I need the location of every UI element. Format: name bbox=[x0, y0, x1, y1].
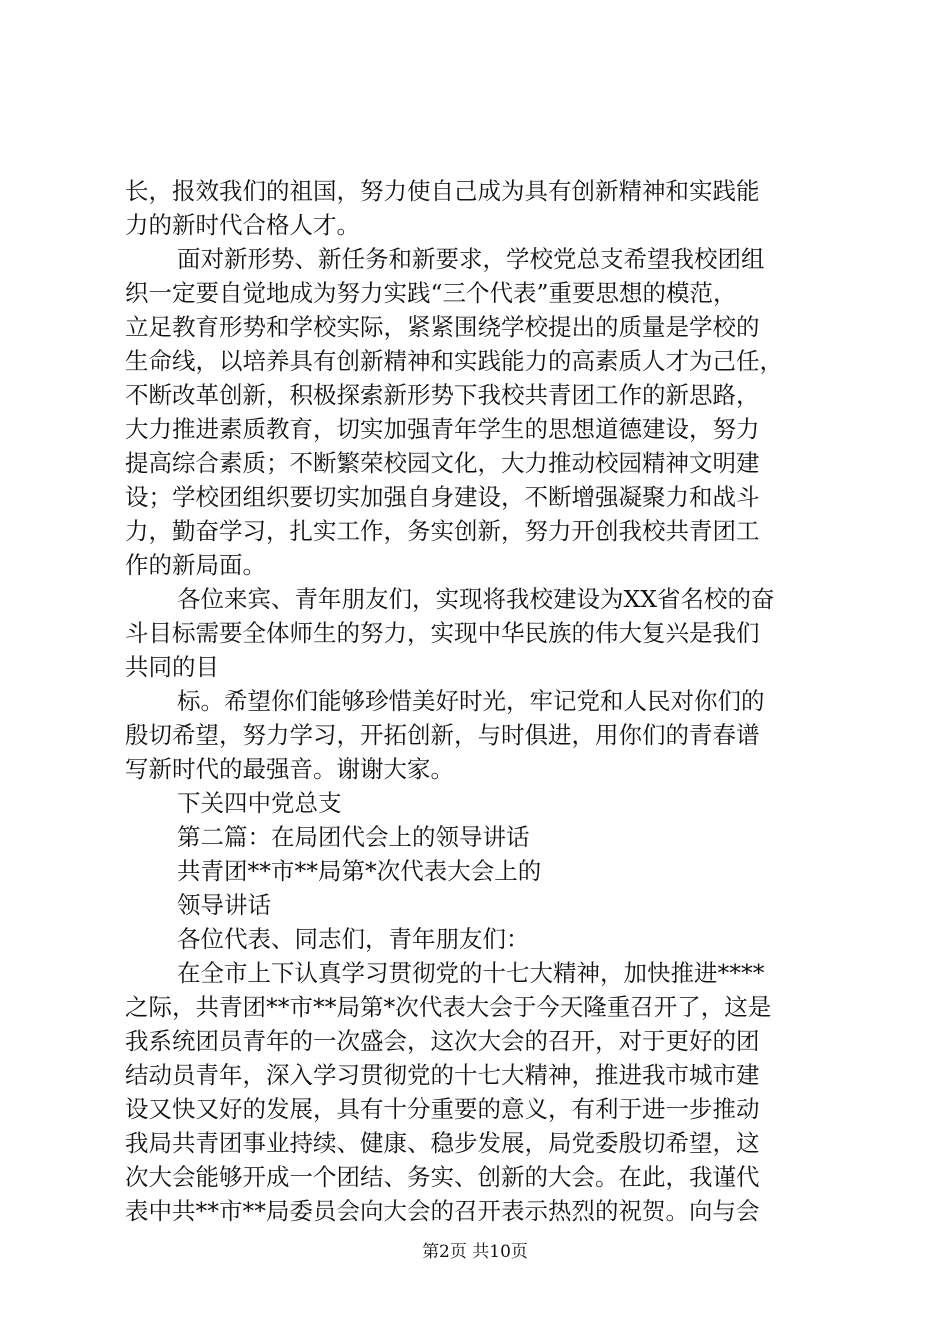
text-line: 提高综合素质；不断繁荣校园文化，大力推动校园精神文明建 bbox=[125, 449, 760, 477]
text-line: 殷切希望，努力学习，开拓创新，与时俱进，用你们的青春谱 bbox=[125, 721, 760, 749]
text-line: 大力推进素质教育，切实加强青年学生的思想道德建设，努力 bbox=[125, 415, 760, 443]
section-heading: 第二篇：在局团代会上的领导讲话 bbox=[177, 823, 530, 851]
text-line: 立足教育形势和学校实际，紧紧围绕学校提出的质量是学校的 bbox=[125, 313, 760, 341]
text-line: 之际，共青团**市**局第*次代表大会于今天隆重召开了，这是 bbox=[125, 993, 772, 1021]
page-footer: 第2页 共10页 bbox=[422, 1242, 528, 1262]
text-line: 我局共青团事业持续、健康、稳步发展，局党委殷切希望，这 bbox=[125, 1129, 760, 1157]
text-line: 各位代表、同志们，青年朋友们： bbox=[177, 925, 530, 953]
text-line: 共青团**市**局第*次代表大会上的 bbox=[177, 857, 542, 885]
text-line: 各位来宾、青年朋友们，实现将我校建设为XX省名校的奋 bbox=[177, 585, 775, 613]
text-line: 设又快又好的发展，具有十分重要的意义，有利于进一步推动 bbox=[125, 1095, 760, 1123]
text-line: 在全市上下认真学习贯彻党的十七大精神，加快推进**** bbox=[177, 959, 765, 987]
text-line: 力，勤奋学习，扎实工作，务实创新，努力开创我校共青团工 bbox=[125, 517, 760, 545]
text-line: 标。希望你们能够珍惜美好时光，牢记党和人民对你们的 bbox=[177, 687, 765, 715]
text-line: 下关四中党总支 bbox=[177, 789, 342, 817]
text-line: 作的新局面。 bbox=[125, 551, 266, 579]
text-line: 共同的目 bbox=[125, 653, 219, 681]
text-line: 结动员青年，深入学习贯彻党的十七大精神，推进我市城市建 bbox=[125, 1061, 760, 1089]
text-line: 我系统团员青年的一次盛会，这次大会的召开，对于更好的团 bbox=[125, 1027, 760, 1055]
text-line: 写新时代的最强音。谢谢大家。 bbox=[125, 755, 454, 783]
text-line: 次大会能够开成一个团结、务实、创新的大会。在此，我谨代 bbox=[125, 1163, 760, 1191]
text-line: 生命线，以培养具有创新精神和实践能力的高素质人才为己任， bbox=[125, 347, 783, 375]
text-line: 力的新时代合格人才。 bbox=[125, 211, 360, 239]
text-line: 不断改革创新，积极探索新形势下我校共青团工作的新思路， bbox=[125, 381, 760, 409]
text-line: 斗目标需要全体师生的努力，实现中华民族的伟大复兴是我们 bbox=[125, 619, 760, 647]
text-line: 表中共**市**局委员会向大会的召开表示热烈的祝贺。向与会 bbox=[125, 1197, 760, 1225]
text-line: 领导讲话 bbox=[177, 891, 271, 919]
text-line: 面对新形势、新任务和新要求，学校党总支希望我校团组 bbox=[177, 245, 765, 273]
text-line: 长，报效我们的祖国，努力使自己成为具有创新精神和实践能 bbox=[125, 177, 760, 205]
text-line: 设；学校团组织要切实加强自身建设，不断增强凝聚力和战斗 bbox=[125, 483, 760, 511]
text-line: 织一定要自觉地成为努力实践“三个代表”重要思想的模范， bbox=[125, 279, 737, 307]
